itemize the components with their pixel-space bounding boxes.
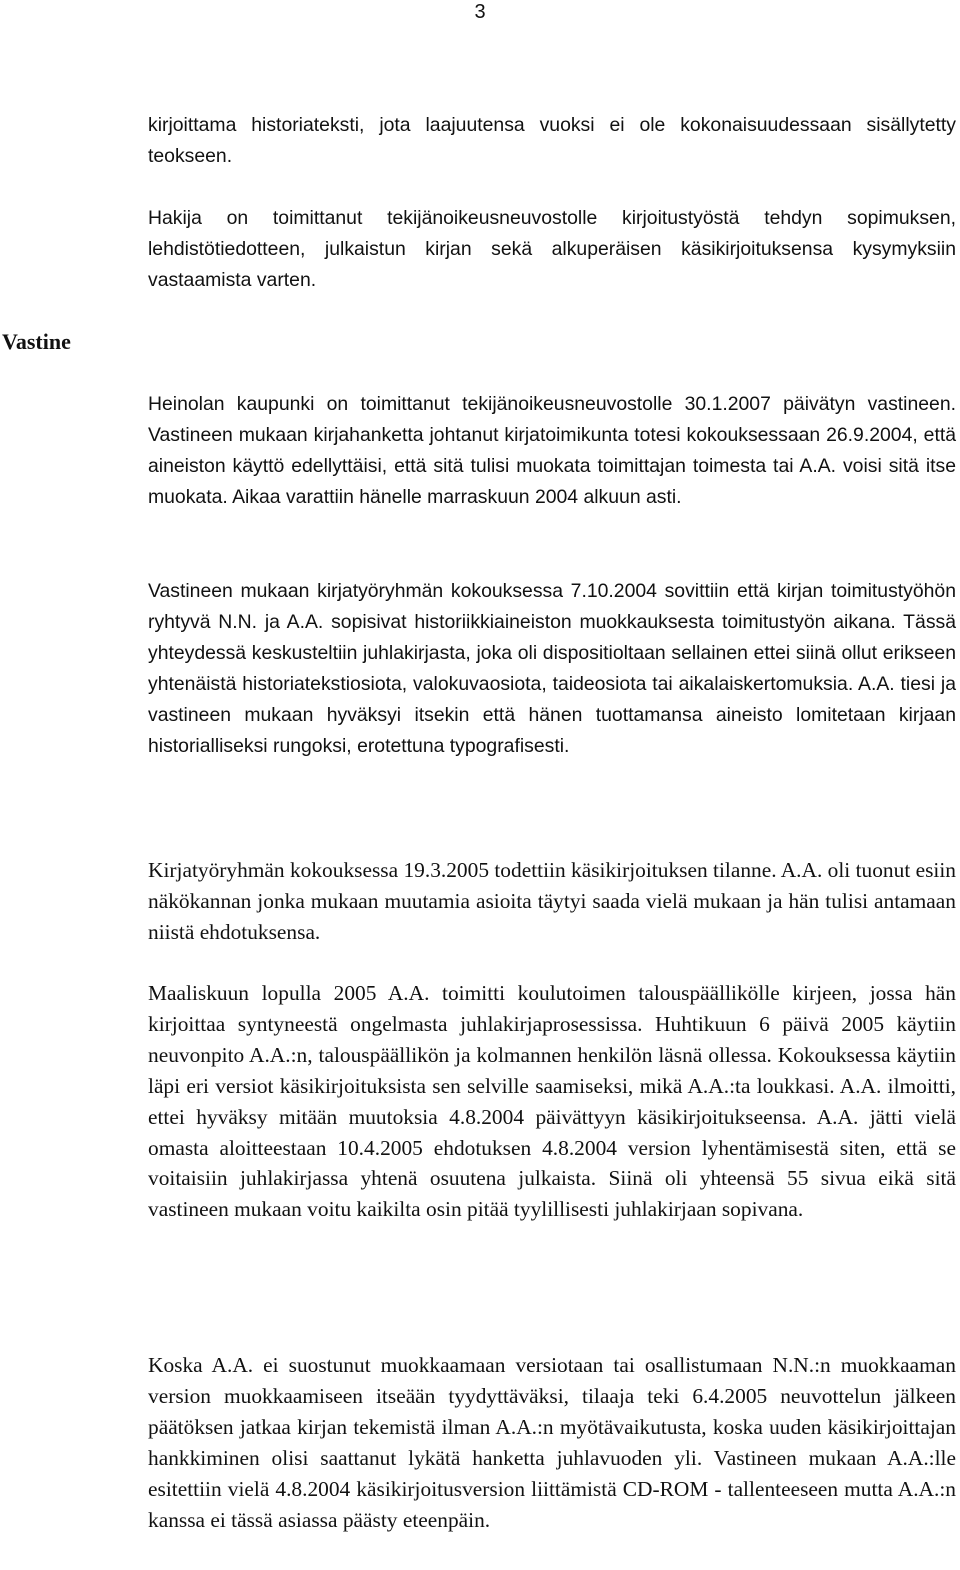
paragraph-2: Hakija on toimittanut tekijänoikeusneuvostolle kirjoitustyöstä tehdyn sopimuksen, lehdistötiedotteen, julkaistun kirjan sekä alkuperäisen käsikirjoituksensa kysymyksiin vastaamista varten.	[148, 207, 956, 291]
paragraph-3: Heinolan kaupunki on toimittanut tekijänoikeusneuvostolle 30.1.2007 päivätyn vastineen. Vastineen mukaan kirjahanketta johtanut kirjatoimikunta totesi kokouksessaan 26.9.2004, että aineiston käyttö edellyttäisi, että sitä tulisi muokata toimittajan toimesta tai A.A. voisi sitä itse muokata. Aikaa varattiin hänelle marraskuun 2004 alkuun asti.	[148, 393, 956, 508]
page-number: 3	[474, 1, 486, 23]
paragraph-4: Vastineen mukaan kirjatyöryhmän kokouksessa 7.10.2004 sovittiin että kirjan toimitustyöhön ryhtyvä N.N. ja A.A. sopisivat historiikkiaineiston muokkauksesta toimitustyön aikana. Tässä yhteydessä keskusteltiin juhlakirjasta, joka oli dispositioltaan sellainen ettei siinä ollut erikseen yhtenäistä historiatekstiosiota, valokuvaosiota, taideosiota tai aikalaiskertomuksia. A.A. tiesi ja vastineen mukaan hyväksyi itsekin että hänen tuottamansa aineisto lomitetaan kirjaan historialliseksi rungoksi, erotettuna typografisesti.	[148, 580, 956, 757]
paragraph-1: kirjoittama historiateksti, jota laajuutensa vuoksi ei ole kokonaisuudessaan sisällytetty teokseen.	[148, 114, 956, 167]
paragraph-7: Koska A.A. ei suostunut muokkaamaan versiotaan tai osallistumaan N.N.:n muokkaaman version muokkaamiseen itseään tyydyttäväksi, tilaaja teki 6.4.2005 neuvottelun jälkeen päätöksen jatkaa kirjan tekemistä ilman A.A.:n myötävaikutusta, koska uuden käsikirjoittajan hankkiminen olisi saattanut lykätä hanketta juhlavuoden yli. Vastineen mukaan A.A.:lle esitettiin vielä 4.8.2004 käsikirjoitusversion liittämistä CD-ROM - tallenteeseen mutta A.A.:n kanssa ei tässä asiassa päästy eteenpäin.	[148, 1353, 956, 1532]
paragraph-5: Kirjatyöryhmän kokouksessa 19.3.2005 todettiin käsikirjoituksen tilanne. A.A. oli tuonut esiin näkökannan jonka mukaan muutamia asioita täytyi saada vielä mukaan ja hän tulisi antamaan niistä ehdotuksensa.	[148, 858, 957, 944]
paragraph-6: Maaliskuun lopulla 2005 A.A. toimitti koulutoimen talouspäällikölle kirjeen, jossa hän kirjoittaa syntyneestä ongelmasta juhlakirjaprosessissa. Huhtikuun 6 päivä 2005 käytiin neuvonpito A.A.:n, talouspäällikön ja kolmannen henkilön läsnä ollessa. Kokouksessa käytiin läpi eri versiot käsikirjoituksista sen selville saamiseksi, mikä A.A.:ta loukkasi. A.A. ilmoitti, ettei hyväksy mitään muutoksia 4.8.2004 päivättyyn käsikirjoitukseensa. A.A. jätti vielä omasta aloitteestaan 10.4.2005 ehdotuksen 4.8.2004 version lyhentämisestä siten, että se voitaisiin juhlakirjassa yhtenä osuutena julkaista. Siinä oli yhteensä 55 sivua eikä sitä vastineen mukaan voitu kaikilta osin pitää tyylillisesti juhlakirjaan sopivana.	[148, 981, 956, 1222]
section-heading-vastine: Vastine	[2, 329, 71, 354]
